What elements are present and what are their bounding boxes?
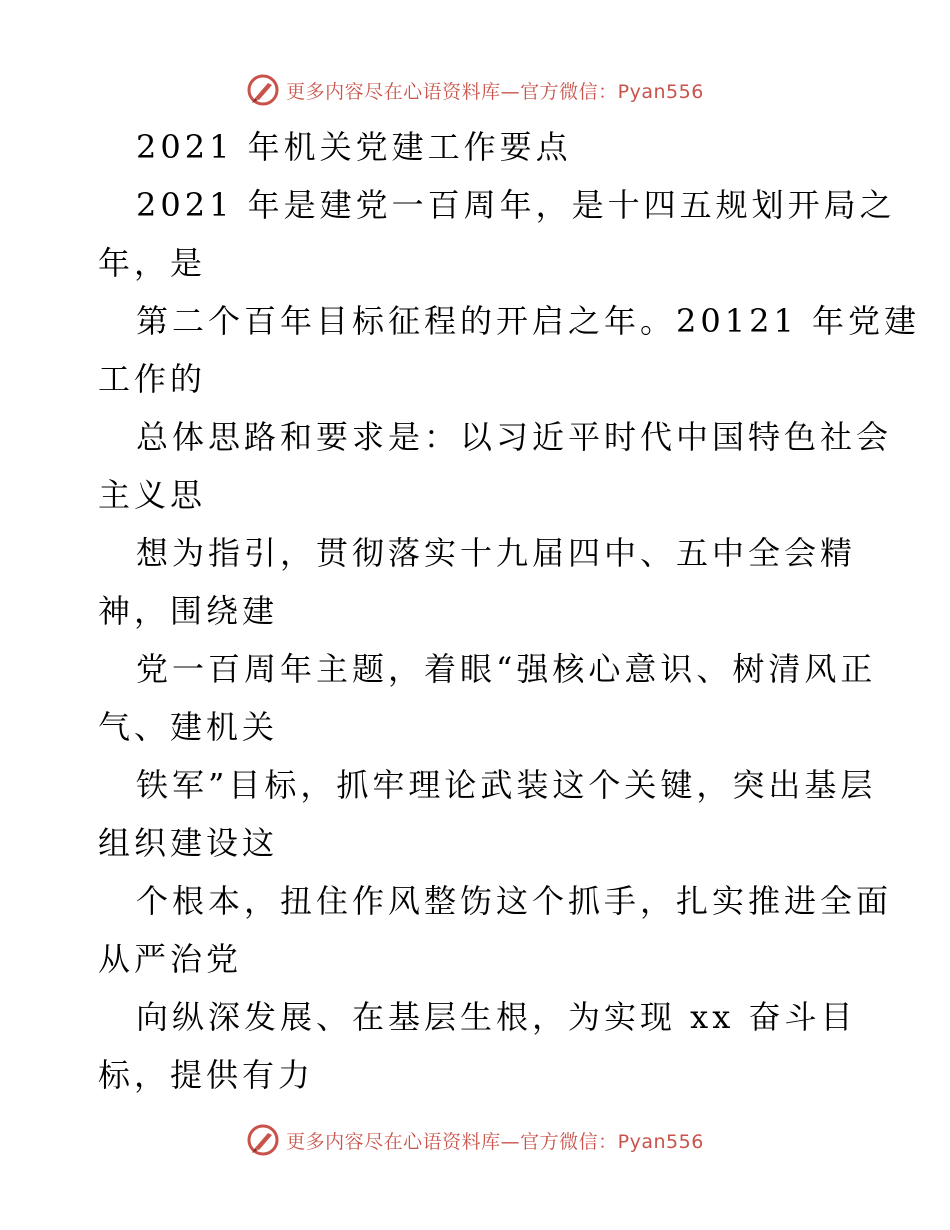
text-line: 党一百周年主题，着眼“强核心意识、树清风正 bbox=[136, 650, 877, 688]
text-line: 2021 年是建党一百周年，是十四五规划开局之 bbox=[136, 186, 896, 224]
text-line: 铁军”目标，抓牢理论武装这个关键，突出基层 bbox=[136, 766, 877, 804]
quill-logo-icon bbox=[246, 73, 280, 107]
footer-watermark-text: 更多内容尽在心语资料库—官方微信：Pyan556 bbox=[286, 1130, 704, 1153]
text-line: 组织建设这 bbox=[98, 824, 279, 862]
text-line: 气、建机关 bbox=[98, 708, 279, 746]
text-line: 标，提供有力 bbox=[98, 1056, 315, 1094]
header-watermark-banner bbox=[0, 70, 950, 110]
text-line: 个根本，扭住作风整饬这个抓手，扎实推进全面 bbox=[136, 882, 893, 920]
quill-logo-icon bbox=[246, 1123, 280, 1157]
text-line: 年，是 bbox=[98, 244, 207, 282]
text-line: 神，围绕建 bbox=[98, 592, 279, 630]
footer-watermark-banner bbox=[0, 1120, 950, 1160]
text-line: 第二个百年目标征程的开启之年。20121 年党建 bbox=[136, 302, 920, 340]
document-body bbox=[98, 118, 920, 1104]
text-line: 主义思 bbox=[98, 476, 207, 514]
text-line: 从严治党 bbox=[98, 940, 243, 978]
text-line: 想为指引，贯彻落实十九届四中、五中全会精 bbox=[136, 534, 857, 572]
text-line: 2021 年机关党建工作要点 bbox=[136, 128, 572, 166]
text-line: 工作的 bbox=[98, 360, 207, 398]
text-line: 向纵深发展、在基层生根，为实现 xx 奋斗目 bbox=[136, 998, 857, 1036]
text-line: 总体思路和要求是：以习近平时代中国特色社会 bbox=[136, 418, 893, 456]
header-watermark-text: 更多内容尽在心语资料库—官方微信：Pyan556 bbox=[286, 80, 704, 103]
